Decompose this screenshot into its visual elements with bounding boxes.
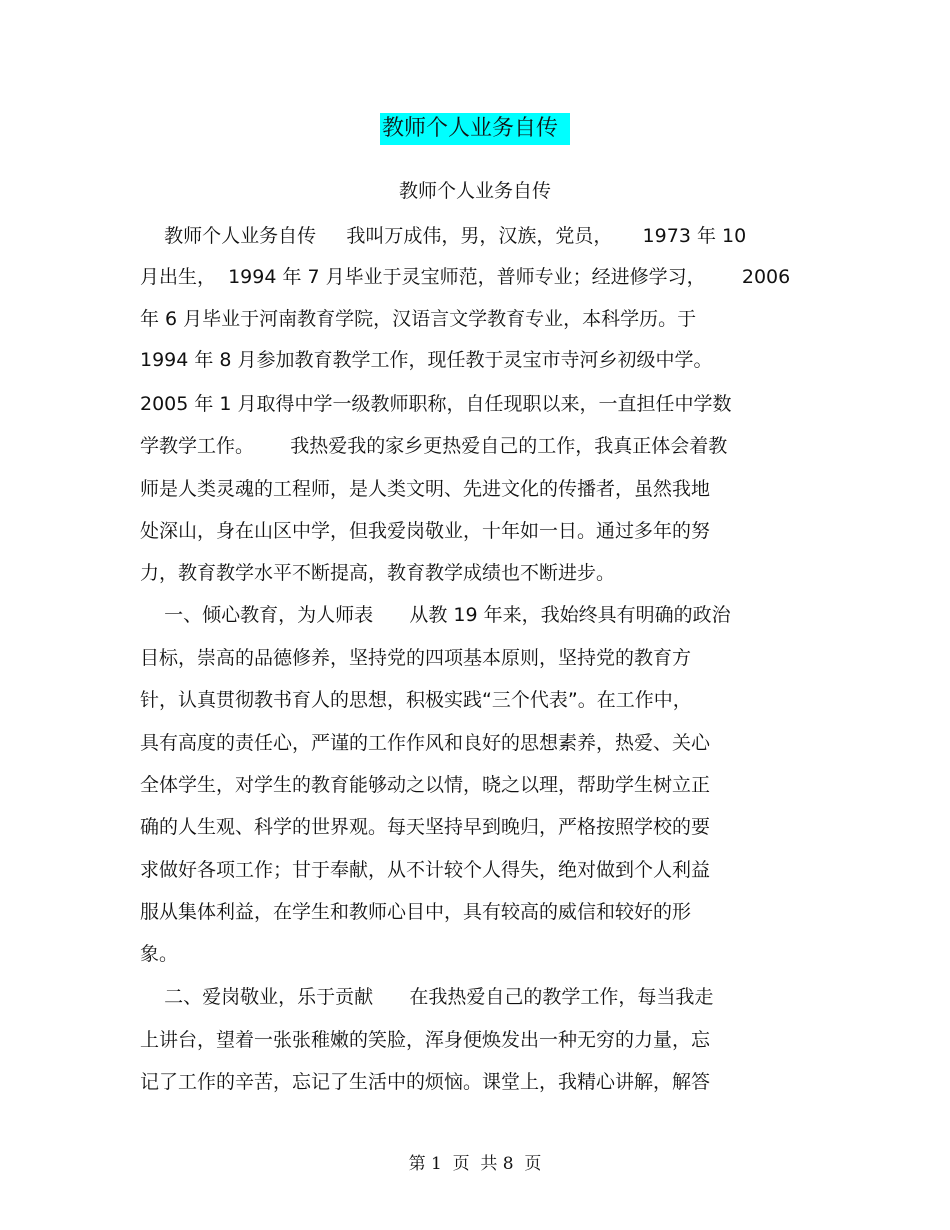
title-container bbox=[0, 113, 950, 145]
body-line: 针，认真贯彻教书育人的思想，积极实践“三个代表”。在工作中， bbox=[140, 689, 692, 711]
body-line: 服从集体利益，在学生和教师心目中，具有较高的威信和较好的形 bbox=[140, 901, 692, 923]
document-subtitle: 教师个人业务自传 bbox=[398, 180, 551, 202]
body-line: 上讲台，望着一张张稚嫩的笑脸，浑身便焕发出一种无穷的力量，忘 bbox=[140, 1029, 711, 1051]
body-line: 象。 bbox=[140, 943, 179, 965]
body-line: 学教学工作。 我热爱我的家乡更热爱自己的工作，我真正体会着教 bbox=[140, 435, 728, 457]
body-line: 月出生， 1994 年 7 月毕业于灵宝师范，普师专业；经进修学习， 2006 bbox=[140, 266, 791, 288]
body-line: 一、倾心教育，为人师表 从教 19 年来，我始终具有明确的政治 bbox=[140, 604, 731, 626]
body-line: 处深山，身在山区中学，但我爱岗敬业，十年如一日。通过多年的努 bbox=[140, 520, 711, 542]
body-line: 1994 年 8 月参加教育教学工作，现任教于灵宝市寺河乡初级中学。 bbox=[140, 349, 713, 371]
body-line: 师是人类灵魂的工程师，是人类文明、先进文化的传播者，虽然我地 bbox=[140, 478, 711, 500]
body-line: 年 6 月毕业于河南教育学院，汉语言文学教育专业，本科学历。于 bbox=[140, 308, 697, 330]
highlighted-title: 教师个人业务自传 bbox=[380, 113, 570, 145]
body-line: 教师个人业务自传 我叫万成伟，男，汉族，党员， 1973 年 10 bbox=[140, 225, 747, 247]
body-line: 力，教育教学水平不断提高，教育教学成绩也不断进步。 bbox=[140, 562, 616, 584]
body-line: 具有高度的责任心，严谨的工作作风和良好的思想素养，热爱、关心 bbox=[140, 732, 711, 754]
body-line: 目标，崇高的品德修养，坚持党的四项基本原则，坚持党的教育方 bbox=[140, 647, 692, 669]
body-line: 求做好各项工作；甘于奉献，从不计较个人得失，绝对做到个人利益 bbox=[140, 859, 711, 881]
body-line: 确的人生观、科学的世界观。每天坚持早到晚归，严格按照学校的要 bbox=[140, 816, 711, 838]
body-line: 2005 年 1 月取得中学一级教师职称，自任现职以来，一直担任中学数 bbox=[140, 393, 732, 415]
body-line: 记了工作的辛苦，忘记了生活中的烦恼。课堂上，我精心讲解，解答 bbox=[140, 1071, 711, 1093]
page-indicator: 第 1 页 共 8 页 bbox=[408, 1154, 542, 1174]
body-line: 二、爱岗敬业，乐于贡献 在我热爱自己的教学工作，每当我走 bbox=[140, 986, 714, 1008]
body-line: 全体学生，对学生的教育能够动之以情，晓之以理，帮助学生树立正 bbox=[140, 774, 711, 796]
